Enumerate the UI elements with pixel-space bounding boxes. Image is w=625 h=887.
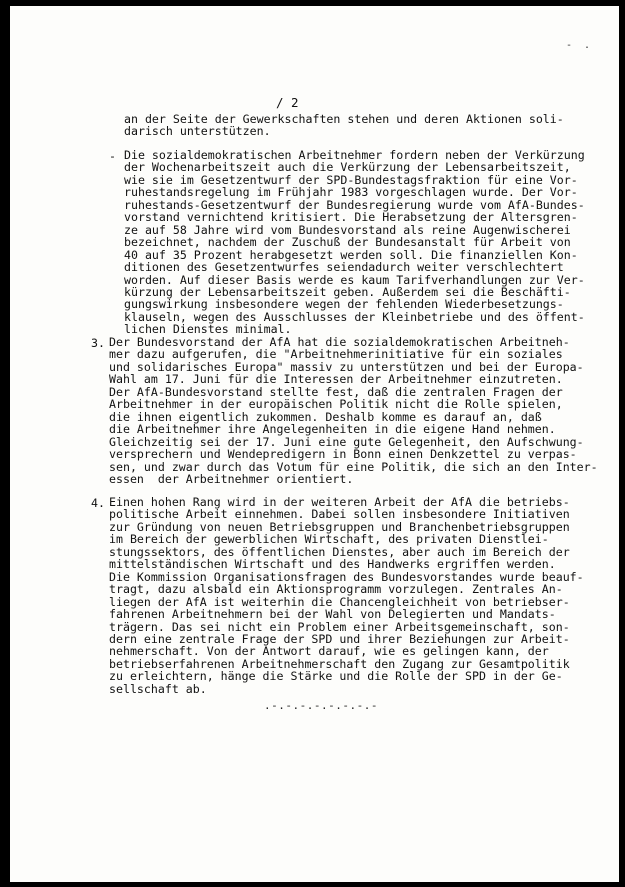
text-line: ruhestands-Gesetzentwurf der Bundesregierung wurde vom AfA-Bundes- bbox=[124, 197, 585, 212]
continuation-paragraph bbox=[124, 113, 564, 138]
text-line: tragt, dazu alsbald ein Aktionsprogramm vorzulegen. Zentrales An- bbox=[109, 582, 563, 597]
text-line: ruhestandsregelung im Frühjahr 1983 vorgeschlagen wurde. Der Vor- bbox=[124, 185, 578, 200]
text-line: mittelständischen Wirtschaft und des Handwerks ergriffen werden. bbox=[109, 557, 556, 572]
text-line: Gleichzeitig sei der 17. Juni eine gute Gelegenheit, den Aufschwung- bbox=[109, 434, 584, 449]
text-line: Die Kommission Organisationsfragen des Bundesvorstandes wurde beauf- bbox=[109, 569, 584, 584]
corner-mark: - . bbox=[566, 40, 594, 51]
text-line: Die sozialdemokratischen Arbeitnehmer fordern neben der Verkürzung bbox=[124, 148, 585, 162]
text-line: versprechern und Wendepredigern in Bonn einen Denkzettel zu verpas- bbox=[109, 447, 577, 462]
text-line: liegen der AfA ist weiterhin die Chancengleichheit von betriebser- bbox=[109, 594, 570, 609]
item-3-number: 3. bbox=[91, 336, 105, 350]
text-line: politische Arbeit einnehmen. Dabei sollen insbesondere Initiativen bbox=[109, 507, 570, 522]
text-line: bezeichnet, nachdem der Zuschuß der Bundesanstalt für Arbeit von bbox=[124, 235, 571, 250]
text-line: klauseln, wegen des Ausschlusses der Kleinbetriebe und des öffent- bbox=[124, 309, 585, 324]
document-page bbox=[10, 6, 619, 882]
text-line: nehmerschaft. Von der Antwort darauf, wie es gelingen kann, der bbox=[109, 644, 549, 659]
text-line: gungswirkung insbesondere wegen der fehlenden Wiederbesetzungs- bbox=[124, 297, 564, 312]
end-separator: .-.-.-.-.-.-.-.- bbox=[264, 699, 378, 712]
text-line: Arbeitnehmer in der europäischen Politik nicht die Rolle spielen, bbox=[109, 397, 563, 412]
text-line: trägern. Das sei nicht ein Problem einer Arbeitsgemeinschaft, son- bbox=[109, 619, 570, 634]
text-line: die Arbeitnehmer ihre Angelegenheiten in die eigene Hand nehmen. bbox=[109, 422, 556, 437]
text-line: worden. Auf dieser Basis werde es kaum Tarifverhandlungen zur Ver- bbox=[124, 272, 585, 287]
text-line: sellschaft ab. bbox=[109, 681, 207, 696]
item-4-paragraph bbox=[109, 496, 584, 695]
text-line: vorstand vernichtend kritisiert. Die Herabsetzung der Altersgren- bbox=[124, 210, 578, 225]
text-line: dern eine zentrale Frage der SPD und ihrer Beziehungen zur Arbeit- bbox=[109, 631, 570, 646]
page-number: / 2 bbox=[276, 95, 299, 110]
text-line: kürzung der Lebensarbeitszeit geben. Außerdem sei die Beschäfti- bbox=[124, 284, 571, 299]
text-line: sen, und zwar durch das Votum für eine Politik, die sich an den Inter- bbox=[109, 459, 598, 474]
text-line: lichen Dienstes minimal. bbox=[124, 322, 292, 337]
text-line: zur Gründung von neuen Betriebsgruppen und Branchenbetriebsgruppen bbox=[109, 519, 570, 534]
bullet-paragraph bbox=[124, 149, 585, 336]
text-line: zu erleichtern, hänge die Stärke und die Rolle der SPD in der Ge- bbox=[109, 669, 563, 684]
text-line: essen der Arbeitnehmer orientiert. bbox=[109, 471, 354, 486]
text-line: wie sie im Gesetzentwurf der SPD-Bundestagsfraktion für eine Vor- bbox=[124, 172, 578, 187]
text-line: ditionen des Gesetzentwurfes seiendadurch weiter verschlechtert bbox=[124, 260, 564, 275]
text-line: fahrenen Arbeitnehmern bei der Wahl von Delegierten und Mandats- bbox=[109, 607, 556, 622]
text-line: Der Bundesvorstand der AfA hat die sozialdemokratischen Arbeitneh- bbox=[109, 335, 570, 349]
text-line: an der Seite der Gewerkschaften stehen und deren Aktionen soli- bbox=[124, 112, 564, 126]
text-line: Der AfA-Bundesvorstand stellte fest, daß die zentralen Fragen der bbox=[109, 384, 563, 399]
text-line: im Bereich der gewerblichen Wirtschaft, des privaten Dienstlei- bbox=[109, 532, 549, 547]
text-line: 40 auf 35 Prozent herabgesetzt werden soll. Die finanziellen Kon- bbox=[124, 247, 578, 262]
bullet-marker: - bbox=[109, 149, 116, 163]
text-line: und solidarisches Europa" massiv zu unterstützen und bei der Europa- bbox=[109, 359, 584, 374]
text-line: darisch unterstützen. bbox=[124, 124, 271, 139]
text-line: Einen hohen Rang wird in der weiteren Arbeit der AfA die betriebs- bbox=[109, 495, 570, 509]
text-line: die ihnen eigentlich zukommen. Deshalb komme es darauf an, daß bbox=[109, 409, 542, 424]
item-3-paragraph bbox=[109, 336, 598, 485]
text-line: stungssektors, des öffentlichen Dienstes, aber auch im Bereich der bbox=[109, 544, 570, 559]
item-4-number: 4. bbox=[91, 496, 105, 510]
text-line: betriebserfahrenen Arbeitnehmerschaft den Zugang zur Gesamtpolitik bbox=[109, 656, 570, 671]
text-line: der Wochenarbeitszeit auch die Verkürzung der Lebensarbeitszeit, bbox=[124, 160, 571, 175]
text-line: ze auf 58 Jahre wird vom Bundesvorstand als reine Augenwischerei bbox=[124, 222, 571, 237]
text-line: mer dazu aufgerufen, die "Arbeitnehmerinitiative für ein soziales bbox=[109, 347, 563, 362]
text-line: Wahl am 17. Juni für die Interessen der Arbeitnehmer einzutreten. bbox=[109, 372, 563, 387]
